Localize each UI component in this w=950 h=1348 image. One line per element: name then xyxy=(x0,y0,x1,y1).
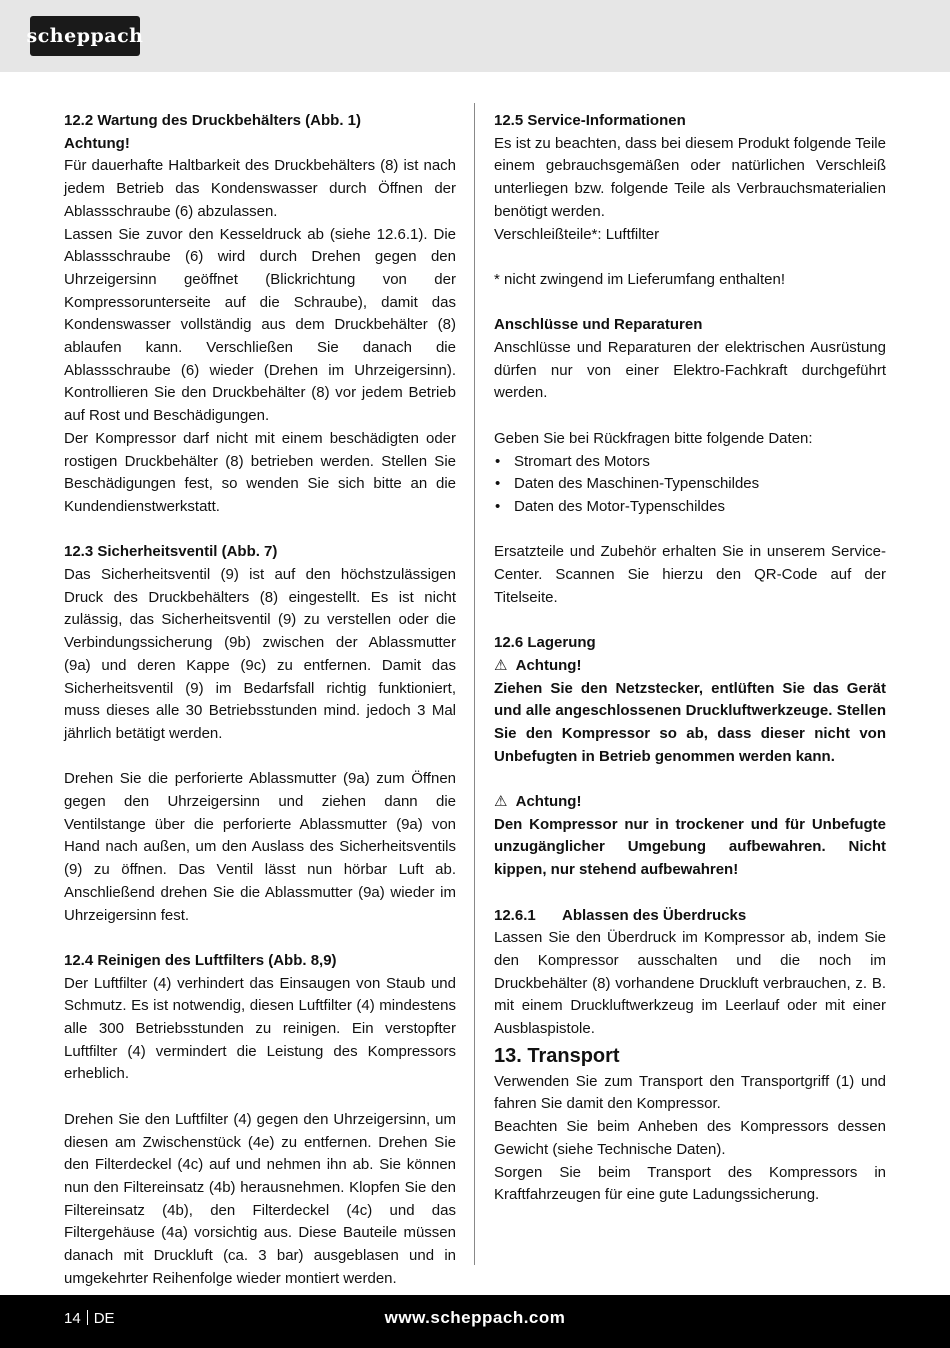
connections-paragraph-2: Geben Sie bei Rückfragen bitte folgende Daten: xyxy=(494,429,813,447)
section-12-5-paragraph-2: Verschleißteile*: Luftfilter xyxy=(494,225,660,243)
warning-label: Achtung! xyxy=(515,656,582,674)
section-12-5-footnote: * nicht zwingend im Lieferumfang enthalten! xyxy=(494,270,786,288)
section-12-6-1-number: 12.6.1 xyxy=(494,906,536,924)
website-url: www.scheppach.com xyxy=(384,1308,566,1327)
section-12-2-paragraph-2: Lassen Sie zuvor den Kesseldruck ab (siehe 12.6.1). Die Ablassschraube (6) wird durch Drehen gegen den Uhrzeigersinn geöffnet (Blickrichtung von der Kompressorunterseite auf die Schraube), damit das Kondenswasser vollständig aus dem Druckbehälter (8) ablaufen kann. Verschließen Sie danach die Ablassschraube (6) wieder (Drehen im Uhrzeigersinn). Kontrollieren Sie den Druckbehälter (8) vor jedem Betrieb auf Rost und Beschädigungen. xyxy=(64,225,456,425)
spare-parts-paragraph: Ersatzteile und Zubehör erhalten Sie in unserem Service-Center. Scannen Sie hierzu den QR-Code auf der Titelseite. xyxy=(494,543,886,606)
section-12-4-title: 12.4 Reinigen des Luftfilters (Abb. 8,9) xyxy=(64,951,337,969)
left-column xyxy=(64,110,456,1291)
section-12-3-paragraph-2: Drehen Sie die perforierte Ablassmutter (9a) zum Öffnen gegen den Uhrzeigersinn und ziehen dann die Ventilstange über die perforierte Ablassmutter (9a) von Hand nach außen, um den Auslass des Sicherheitsventils (9) zu öffnen. Das Ventil lässt nun hörbar Luft ab. Anschließend drehen Sie die Ablassmutter (9a) wieder im Uhrzeigersinn fest. xyxy=(64,770,456,924)
section-12-2-title: 12.2 Wartung des Druckbehälters (Abb. 1) xyxy=(64,112,362,129)
connections-paragraph-1: Anschlüsse und Reparaturen der elektrischen Ausrüstung dürfen nur von einer Elektro-Fachkraft durchgeführt werden. xyxy=(494,339,886,402)
section-12-6-warning-2 xyxy=(494,791,886,814)
page-header xyxy=(0,0,950,72)
warning-triangle-icon: ⚠ xyxy=(494,793,508,810)
warning-label: Achtung! xyxy=(515,793,582,810)
page-number: 14 xyxy=(64,1310,81,1327)
section-12-3-title: 12.3 Sicherheitsventil (Abb. 7) xyxy=(64,543,278,561)
section-12-2-paragraph-3: Der Kompressor darf nicht mit einem beschädigten oder rostigen Druckbehälter (8) betrieben werden. Stellen Sie Beschädigungen fest, so wenden Sie sich bitte an die Kundendienstwerkstatt. xyxy=(64,429,456,515)
section-12-6-warning-2-text: Den Kompressor nur in trockener und für Unbefugte unzugänglicher Umgebung aufbewahren. Nicht kippen, nur stehend aufbewahren! xyxy=(494,815,886,879)
section-12-2-paragraph-1: Für dauerhafte Haltbarkeit des Druckbehälters (8) ist nach jedem Betrieb das Kondenswasser durch Öffnen der Ablassschraube (6) abzulassen. xyxy=(64,157,456,220)
section-12-4-paragraph-1: Der Luftfilter (4) verhindert das Einsaugen von Staub und Schmutz. Es ist notwendig, diesen Luftfilter (4) mindestens alle 300 Betriebsstunden zu reinigen. Ein verstopfter Luftfilter (4) vermindert die Leistung des Kompressors erheblich. xyxy=(64,974,456,1083)
section-12-2-warning: Achtung! xyxy=(64,134,130,152)
list-item: • Daten des Maschinen-Typenschildes xyxy=(494,473,886,496)
list-item: • Daten des Motor-Typenschildes xyxy=(494,496,886,519)
page-footer xyxy=(0,1295,950,1348)
section-12-6-1-paragraph: Lassen Sie den Überdruck im Kompressor ab, indem Sie den Kompressor ausschalten und die noch im Druckbehälter (8) vorhandene Druckluft verbrauchen, z. B. mit einem Druckluftwerkzeug im Leerlauf oder mit einer Ausblaspistole. xyxy=(494,929,886,1038)
warning-triangle-icon: ⚠ xyxy=(494,656,508,674)
section-12-5-paragraph-1: Es ist zu beachten, dass bei diesem Produkt folgende Teile einem gebrauchsgemäßen oder natürlichen Verschleiß unterliegen bzw. folgende Teile als Verbrauchsmaterialien benötigt werden. xyxy=(494,134,886,220)
section-13-paragraph-3: Sorgen Sie beim Transport des Kompressors in Kraftfahrzeugen für eine gute Ladungssicherung. xyxy=(494,1163,886,1204)
right-column xyxy=(494,110,886,1207)
section-12-6-warning-1 xyxy=(494,655,886,678)
connections-list xyxy=(494,451,886,519)
section-13-title: 13. Transport xyxy=(494,1044,620,1067)
language-code: DE xyxy=(93,1310,115,1327)
section-12-6-1-title xyxy=(494,905,886,928)
section-12-3-paragraph-1: Das Sicherheitsventil (9) ist auf den höchstzulässigen Druck des Druckbehälters (8) eingestellt. Es ist nicht zulässig, das Sicherheitsventil (9) zu verstellen oder die Verbindungssicherung (9b) zwischen der Ablassmutter (9a) und deren Kappe (9c) zu entfernen. Damit das Sicherheitsventil (9) im Bedarfsfall richtig funktioniert, muss dieses alle 30 Betriebsstunden mind. jedoch 3 Mal jährlich betätigt werden. xyxy=(64,566,456,742)
scheppach-logo: scheppach xyxy=(30,16,140,56)
list-item: • Stromart des Motors xyxy=(494,451,886,474)
section-12-6-warning-1-text: Ziehen Sie den Netzstecker, entlüften Sie das Gerät und alle angeschlossenen Druckluftwerkzeuge. Stellen Sie den Kompressor so ab, dass dieser nicht von Unbefugten in Betrieb genommen werden kann. xyxy=(494,679,886,765)
section-13-paragraph-2: Beachten Sie beim Anheben des Kompressors dessen Gewicht (siehe Technische Daten). xyxy=(494,1118,886,1158)
connections-title: Anschlüsse und Reparaturen xyxy=(494,316,703,334)
section-12-4-paragraph-2: Drehen Sie den Luftfilter (4) gegen den Uhrzeigersinn, um diesen am Zwischenstück (4e) zu entfernen. Drehen Sie den Filterdeckel (4c) auf und nehmen ihn ab. Sie können nun den Filtereinsatz (4b) herausnehmen. Klopfen Sie den Filtereinsatz (4b), den Filterdeckel (4c) und das Filtergehäuse (4a) vorsichtig aus. Diese Bauteile müssen danach mit Druckluft (ca. 3 bar) ausgeblasen und in umgekehrter Reihenfolge wieder montiert werden. xyxy=(64,1110,456,1287)
section-12-6-title: 12.6 Lagerung xyxy=(494,634,596,652)
section-12-6-1-heading: Ablassen des Überdrucks xyxy=(562,906,747,924)
section-12-5-title: 12.5 Service-Informationen xyxy=(494,112,686,129)
section-13-paragraph-1: Verwenden Sie zum Transport den Transportgriff (1) und fahren Sie damit den Kompressor. xyxy=(494,1072,886,1113)
column-divider xyxy=(474,103,475,1265)
